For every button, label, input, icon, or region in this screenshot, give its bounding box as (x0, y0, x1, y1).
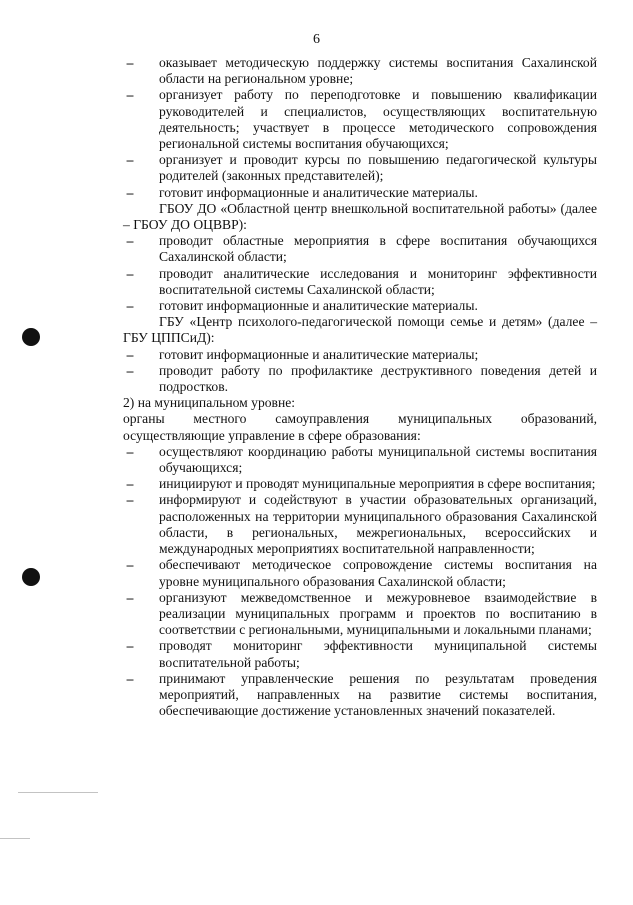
bullet-dash: – (126, 152, 134, 168)
list-item-text: обеспечивают методическое сопровождение системы воспитания на уровне муниципального образования Сахалинской области; (159, 557, 597, 589)
list-item (123, 363, 597, 395)
list-item-text: осуществляют координацию работы муниципальной системы воспитания обучающихся; (159, 443, 597, 476)
bullet-dash: – (126, 55, 134, 70)
list-item-text: организуют межведомственное и межуровневое взаимодействие в реализации муниципальных программ и проектов по воспитанию в соответствии с региональными, муниципальными и локальными планами; (159, 589, 597, 638)
scan-artifact-line (0, 838, 30, 839)
bullet-dash: – (126, 670, 134, 686)
bullet-dash: – (126, 476, 134, 492)
list-item-text: проводит работу по профилактике деструктивного поведения детей и подростков. (159, 362, 597, 395)
list-item (123, 590, 597, 639)
list-item (123, 87, 597, 152)
bullet-dash: – (126, 443, 134, 459)
list-item-text: проводят мониторинг эффективности муниципальной системы воспитательной работы; (159, 638, 597, 670)
punch-hole (22, 568, 40, 586)
paragraph: ГБУ «Центр психолого-педагогической помощи семье и детям» (далее – ГБУ ЦППСиД): (123, 314, 597, 346)
paragraph: 2) на муниципальном уровне: (123, 395, 296, 411)
paragraph: органы местного самоуправления муниципальных образований, осуществляющие управление в сфере образования: (123, 411, 597, 443)
list-item-text: организует работу по переподготовке и повышению квалификации руководителей и специалистов, осуществляющих воспитательную деятельность; участвует в процессе методического сопровождения региональной системы воспитания обучающихся; (159, 87, 597, 152)
punch-hole (22, 328, 40, 346)
list-item (123, 298, 597, 314)
list-item (123, 671, 597, 720)
list-item-text: готовит информационные и аналитические материалы. (159, 184, 478, 200)
list-item-text: инициируют и проводят муниципальные мероприятия в сфере воспитания; (159, 476, 596, 492)
list-item-text: проводит областные мероприятия в сфере воспитания обучающихся Сахалинской области; (159, 233, 597, 265)
list-item-text: оказывает методическую поддержку системы воспитания Сахалинской области на региональном уровне; (159, 55, 597, 87)
list-item (123, 492, 597, 557)
list-item-text: готовит информационные и аналитические материалы. (159, 298, 478, 314)
bullet-dash: – (126, 233, 134, 249)
bullet-dash: – (126, 265, 134, 281)
scan-artifact-line (18, 792, 98, 793)
list-item (123, 185, 597, 201)
document-body (123, 55, 597, 719)
list-item (123, 638, 597, 670)
list-item (123, 557, 597, 589)
list-item-text: организует и проводит курсы по повышению педагогической культуры родителей (законных представителей); (159, 152, 597, 184)
list-item (123, 444, 597, 476)
bullet-dash: – (126, 184, 134, 200)
list-item-text: готовит информационные и аналитические материалы; (159, 346, 479, 362)
list-item (123, 55, 597, 87)
bullet-dash: – (126, 492, 134, 508)
bullet-dash: – (126, 557, 134, 573)
bullet-dash: – (126, 298, 134, 314)
bullet-dash: – (126, 638, 134, 654)
bullet-dash: – (126, 87, 134, 103)
page-number: 6 (313, 32, 320, 47)
list-item-text: проводит аналитические исследования и мониторинг эффективности воспитательной системы Сахалинской области; (159, 265, 597, 297)
paragraph: ГБОУ ДО «Областной центр внешкольной воспитательной работы» (далее – ГБОУ ДО ОЦВВР): (123, 200, 597, 233)
list-item-text: принимают управленческие решения по результатам проведения мероприятий, направленных на развитие системы воспитания, обеспечивающие достижение установленных значений показателей. (159, 670, 597, 719)
list-item (123, 347, 597, 363)
bullet-dash: – (126, 589, 134, 605)
bullet-dash: – (126, 346, 134, 362)
list-item (123, 476, 597, 492)
list-item-text: информируют и содействуют в участии образовательных организаций, расположенных на территории муниципального образования Сахалинской области, в региональных, межрегиональных, всероссийских и международных мероприятиях воспитательной направленности; (159, 492, 597, 557)
list-item (123, 266, 597, 298)
list-item (123, 152, 597, 184)
bullet-dash: – (126, 362, 134, 378)
list-item (123, 233, 597, 265)
